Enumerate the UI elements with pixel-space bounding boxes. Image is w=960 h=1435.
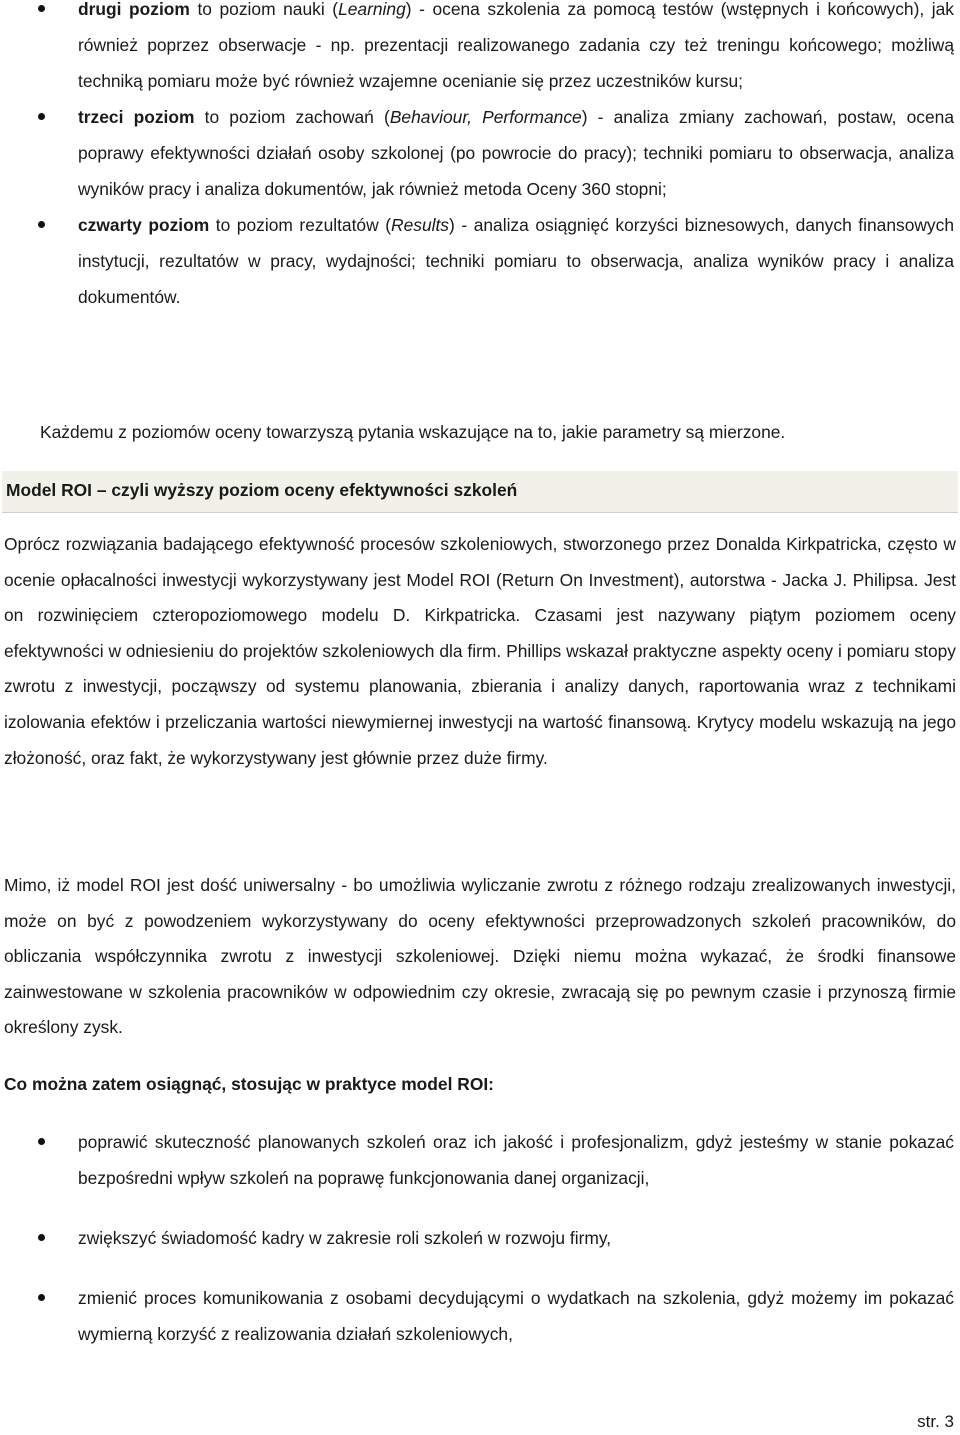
level-label: trzeci poziom (78, 107, 195, 127)
benefit-text: zwiększyć świadomość kadry w zakresie roli szkoleń w rozwoju firmy, (78, 1228, 612, 1248)
paragraph-roi-usage: Mimo, iż model ROI jest dość uniwersalny - bo umożliwia wyliczanie zwrotu z różnego rodzaju zrealizowanych inwestycji, może on być z powodzeniem wykorzystywany do oceny efektywności przeprowadzonych szkoleń pracowników, do obliczania współczynnika zwrotu z inwestycji szkoleniowej. Dzięki niemu można wykazać, że środki finansowe zainwestowane w szkolenia pracowników w odpowiednim czy okresie, zwracają się po pewnym czasie i przynoszą firmie określony zysk. (4, 875, 956, 1038)
bullet-icon (38, 221, 45, 228)
level-text: to poziom rezultatów ( (209, 215, 392, 235)
bullet-icon (38, 113, 45, 120)
list-item-second-level (0, 0, 960, 99)
level-description: ) - analiza osiągnięć korzyści biznesowych, danych finansowych instytucji, rezultatów w pracy, wydajności; techniki pomiaru to obserwacja, analiza wyników pracy i analiza dokumentów. (78, 215, 954, 307)
level-text: to poziom nauki ( (189, 0, 339, 19)
level-term: Behaviour, Performance (389, 107, 582, 127)
list-item-third-level (0, 99, 960, 207)
benefit-text: zmienić proces komunikowania z osobami decydującymi o wydatkach na szkolenia, gdyż możemy im pokazać wymierną korzyść z realizowania działań szkoleniowych, (78, 1288, 954, 1344)
evaluation-levels-list (0, 0, 960, 315)
summary-sentence: Każdemu z poziomów oceny towarzyszą pytania wskazujące na to, jakie parametry są mierzone. (40, 422, 786, 442)
level-label: drugi poziom (78, 0, 190, 19)
list-item-benefit (0, 1280, 960, 1352)
bullet-icon (38, 1234, 45, 1241)
level-label: czwarty poziom (78, 215, 210, 235)
list-item-benefit (0, 1220, 960, 1256)
list-item-benefit (0, 1124, 960, 1196)
level-text: to poziom zachowań ( (194, 107, 390, 127)
list-item-fourth-level (0, 207, 960, 315)
level-description: ) - ocena szkolenia za pomocą testów (wstępnych i końcowych), jak również poprzez obserwacje - np. prezentacji realizowanego zadania czy też treningu końcowego; możliwą techniką pomiaru może być również wzajemne ocenianie się przez uczestników kursu; (78, 0, 954, 91)
section-heading: Model ROI – czyli wyższy poziom oceny efektywności szkoleń (6, 480, 518, 500)
paragraph-roi-model: Oprócz rozwiązania badającego efektywność procesów szkoleniowych, stworzonego przez Donalda Kirkpatricka, często w ocenie opłacalności inwestycji wykorzystywany jest Model ROI (Return On Investment), autorstwa - Jacka J. Philipsa. Jest on rozwinięciem czteropoziomowego modelu D. Kirkpatricka. Czasami jest nazywany piątym poziomem oceny efektywności w odniesieniu do projektów szkoleniowych dla firm. Phillips wskazał praktyczne aspekty oceny i pomiaru stopy zwrotu z inwestycji, począwszy od systemu planowania, zbierania i analizy danych, raportowania wraz z technikami izolowania efektów i przeliczania wartości niewymiernej inwestycji na wartość finansową. Krytycy modelu wskazują na jego złożoność, oraz fakt, że wykorzystywany jest głównie przez duże firmy. (4, 534, 956, 768)
page-number: str. 3 (917, 1412, 954, 1431)
level-description: ) - analiza zmiany zachowań, postaw, ocena poprawy efektywności działań osoby szkolonej (po powrocie do pracy); techniki pomiaru to obserwacja, analiza wyników pracy i analiza dokumentów, jak również metoda Oceny 360 stopni; (78, 107, 954, 199)
bullet-icon (38, 5, 45, 12)
bullet-icon (38, 1138, 45, 1145)
bullet-icon (38, 1294, 45, 1301)
benefits-list (0, 1124, 960, 1352)
question-heading: Co można zatem osiągnąć, stosując w praktyce model ROI: (4, 1074, 494, 1094)
level-term: Results (391, 215, 450, 235)
section-heading-bar (2, 471, 958, 513)
level-term: Learning (338, 0, 406, 19)
benefit-text: poprawić skuteczność planowanych szkoleń oraz ich jakość i profesjonalizm, gdyż jesteśmy w stanie pokazać bezpośredni wpływ szkoleń na poprawę funkcjonowania danej organizacji, (78, 1132, 954, 1188)
